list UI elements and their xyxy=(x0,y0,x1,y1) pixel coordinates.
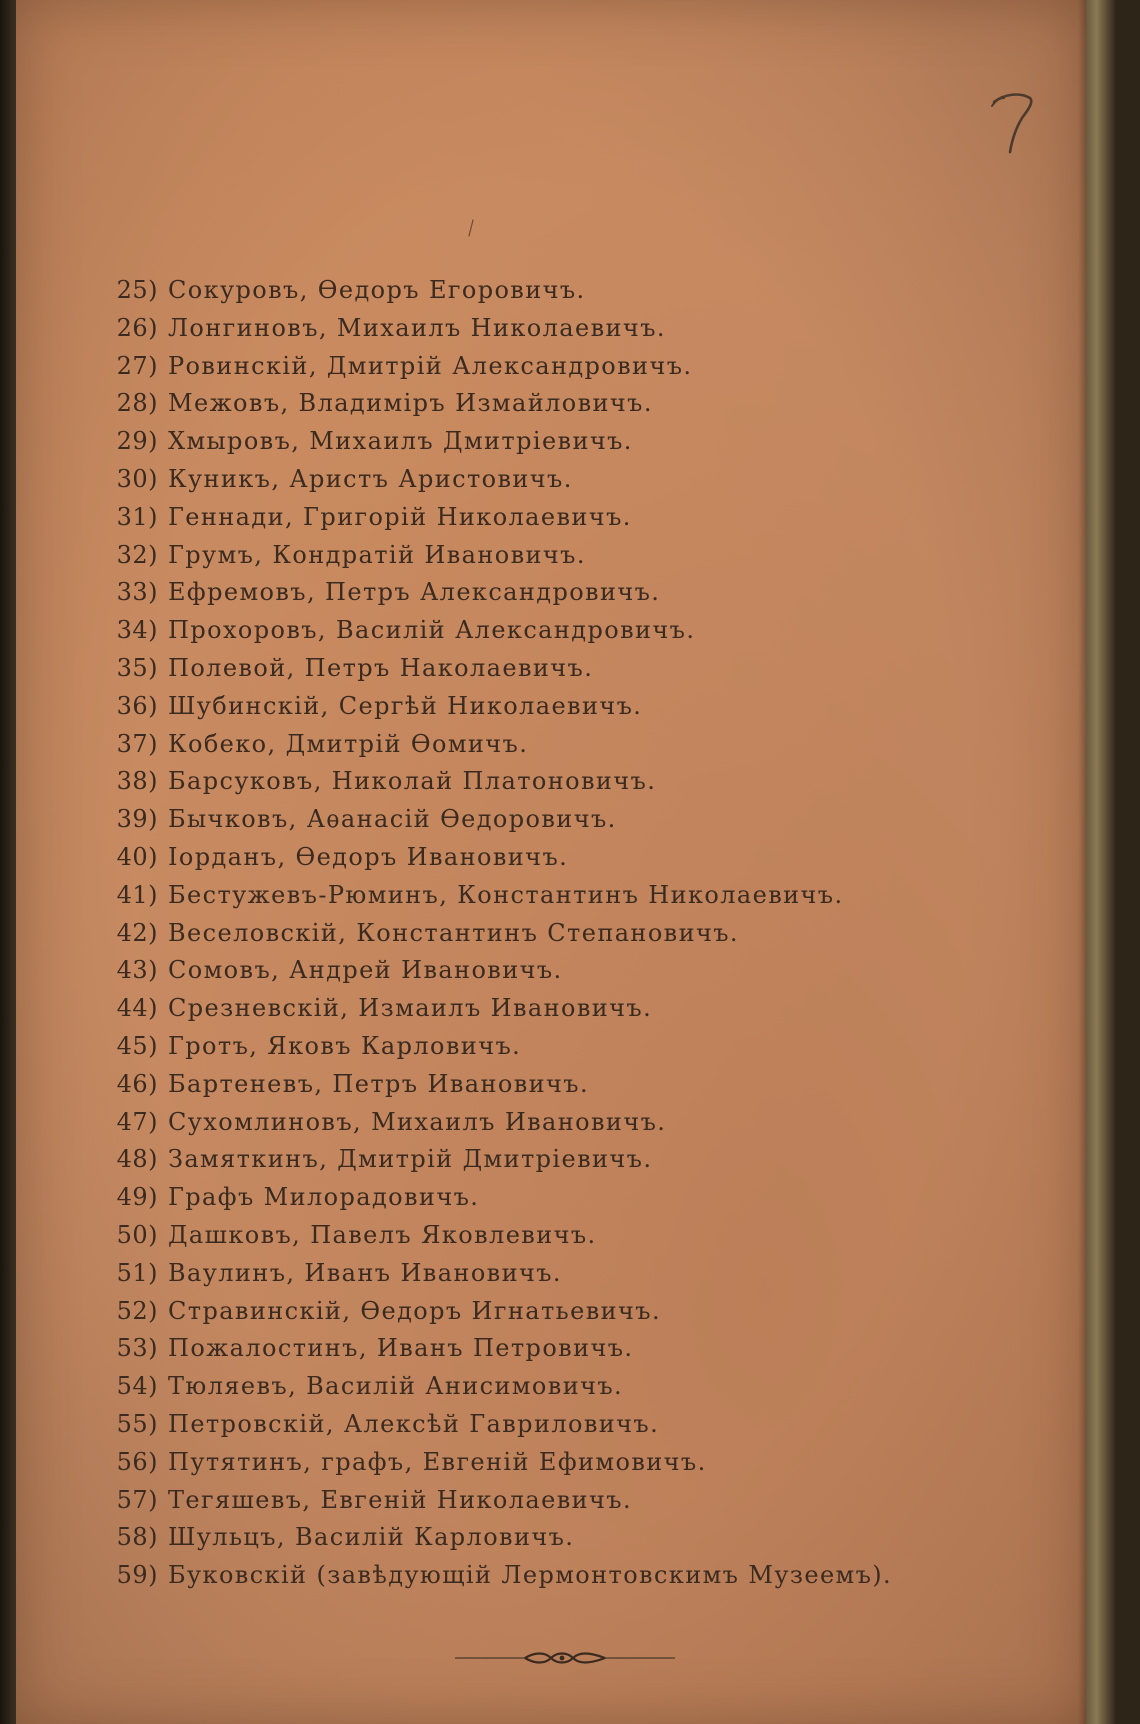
entry-name: Тегяшевъ, Евгеній Николаевичъ. xyxy=(168,1485,632,1514)
entry-number: 42) xyxy=(116,918,158,947)
list-item xyxy=(96,310,996,348)
entry-number: 35) xyxy=(116,653,158,682)
entry-name: Замяткинъ, Дмитрій Дмитріевичъ. xyxy=(168,1145,653,1174)
list-item xyxy=(96,499,996,537)
list-item xyxy=(96,650,996,688)
list-item xyxy=(96,688,996,726)
list-item xyxy=(96,1028,996,1066)
entry-name: Дашковъ, Павелъ Яковлевичъ. xyxy=(168,1220,597,1249)
entry-name: Бартеневъ, Петръ Ивановичъ. xyxy=(168,1069,589,1098)
list-item xyxy=(96,952,996,990)
list-item xyxy=(96,1141,996,1179)
entry-name: Петровскій, Алексѣй Гавриловичъ. xyxy=(168,1409,660,1438)
entry-number: 33) xyxy=(116,578,158,607)
list-item xyxy=(96,348,996,386)
entry-number: 52) xyxy=(116,1296,158,1325)
entry-number: 29) xyxy=(116,427,158,456)
entry-name: Ефремовъ, Петръ Александровичъ. xyxy=(168,578,661,607)
list-item xyxy=(96,1482,996,1520)
entry-number: 50) xyxy=(116,1220,158,1249)
list-item xyxy=(96,1179,996,1217)
page-edge xyxy=(1086,0,1116,1724)
entry-number: 36) xyxy=(116,691,158,720)
entry-name: Тюляевъ, Василій Анисимовичъ. xyxy=(168,1372,624,1401)
list-item xyxy=(96,726,996,764)
entry-name: Прохоровъ, Василій Александровичъ. xyxy=(168,616,696,645)
entry-number: 34) xyxy=(116,616,158,645)
entry-name: Куникъ, Аристъ Аристовичъ. xyxy=(168,464,573,493)
entry-name: Веселовскій, Константинъ Степановичъ. xyxy=(168,918,739,947)
list-item xyxy=(96,763,996,801)
list-item xyxy=(96,1368,996,1406)
entry-number: 55) xyxy=(116,1409,158,1438)
list-item xyxy=(96,574,996,612)
entry-name: Пожалостинъ, Иванъ Петровичъ. xyxy=(168,1334,634,1363)
entry-number: 45) xyxy=(116,1031,158,1060)
entry-name: Графъ Милорадовичъ. xyxy=(168,1183,480,1212)
entry-name: Лонгиновъ, Михаилъ Николаевичъ. xyxy=(168,313,666,342)
list-item xyxy=(96,839,996,877)
entry-number: 27) xyxy=(116,351,158,380)
list-item xyxy=(96,1519,996,1557)
entry-number: 26) xyxy=(116,313,158,342)
entry-name: Кобеко, Дмитрій Ѳомичъ. xyxy=(168,729,529,758)
entry-number: 28) xyxy=(116,389,158,418)
entry-name: Межовъ, Владиміръ Измайловичъ. xyxy=(168,389,653,418)
entry-name: Сухомлиновъ, Михаилъ Ивановичъ. xyxy=(168,1107,667,1136)
entry-name: Геннади, Григорій Николаевичъ. xyxy=(168,502,632,531)
entry-name: Полевой, Петръ Наколаевичъ. xyxy=(168,653,594,682)
entry-name: Хмыровъ, Михаилъ Дмитріевичъ. xyxy=(168,427,633,456)
pencil-tick-mark xyxy=(466,218,476,238)
entry-number: 40) xyxy=(116,842,158,871)
entry-number: 49) xyxy=(116,1183,158,1212)
list-item xyxy=(96,537,996,575)
list-item xyxy=(96,1444,996,1482)
list-item xyxy=(96,423,996,461)
entry-name: Ровинскій, Дмитрій Александровичъ. xyxy=(168,351,693,380)
list-item xyxy=(96,990,996,1028)
list-item xyxy=(96,1104,996,1142)
entry-name: Іорданъ, Ѳедоръ Ивановичъ. xyxy=(168,842,569,871)
entry-number: 37) xyxy=(116,729,158,758)
entry-number: 58) xyxy=(116,1523,158,1552)
entry-name: Путятинъ, графъ, Евгеній Ефимовичъ. xyxy=(168,1447,707,1476)
name-list xyxy=(96,272,996,1595)
entry-number: 56) xyxy=(116,1447,158,1476)
entry-name: Сомовъ, Андрей Ивановичъ. xyxy=(168,956,563,985)
entry-number: 31) xyxy=(116,502,158,531)
entry-name: Грумъ, Кондратій Ивановичъ. xyxy=(168,540,586,569)
list-item xyxy=(96,801,996,839)
entry-name: Стравинскій, Ѳедоръ Игнатьевичъ. xyxy=(168,1296,661,1325)
entry-number: 39) xyxy=(116,805,158,834)
entry-number: 59) xyxy=(116,1561,158,1590)
entry-name: Гротъ, Яковъ Карловичъ. xyxy=(168,1031,522,1060)
entry-number: 47) xyxy=(116,1107,158,1136)
list-item xyxy=(96,1255,996,1293)
entry-name: Барсуковъ, Николай Платоновичъ. xyxy=(168,767,657,796)
entry-number: 57) xyxy=(116,1485,158,1514)
book-spine-edge xyxy=(0,0,16,1724)
entry-name: Срезневскій, Измаилъ Ивановичъ. xyxy=(168,994,653,1023)
entry-name: Буковскій (завѣдующій Лермонтовскимъ Музеемъ). xyxy=(168,1561,893,1590)
list-item xyxy=(96,272,996,310)
list-item xyxy=(96,1066,996,1104)
entry-number: 25) xyxy=(116,276,158,304)
entry-number: 48) xyxy=(116,1145,158,1174)
entry-number: 51) xyxy=(116,1258,158,1287)
list-item xyxy=(96,1557,996,1595)
entry-number: 30) xyxy=(116,464,158,493)
pencil-page-mark xyxy=(986,88,1046,158)
entry-number: 43) xyxy=(116,956,158,985)
list-item xyxy=(96,1293,996,1331)
entry-name: Шульцъ, Василій Карловичъ. xyxy=(168,1523,575,1552)
entry-number: 46) xyxy=(116,1069,158,1098)
entry-name: Бестужевъ-Рюминъ, Константинъ Николаевичъ. xyxy=(168,880,844,909)
entry-name: Ваулинъ, Иванъ Ивановичъ. xyxy=(168,1258,562,1287)
list-item xyxy=(96,1406,996,1444)
list-item xyxy=(96,385,996,423)
entry-number: 53) xyxy=(116,1334,158,1363)
list-item xyxy=(96,1217,996,1255)
entry-number: 41) xyxy=(116,880,158,909)
entry-name: Сокуровъ, Ѳедоръ Егоровичъ. xyxy=(168,276,586,304)
list-item xyxy=(96,1330,996,1368)
entry-number: 32) xyxy=(116,540,158,569)
list-item xyxy=(96,915,996,953)
entry-number: 54) xyxy=(116,1372,158,1401)
entry-number: 44) xyxy=(116,994,158,1023)
list-item xyxy=(96,877,996,915)
closing-ornament xyxy=(455,1648,675,1668)
list-item xyxy=(96,612,996,650)
entry-number: 38) xyxy=(116,767,158,796)
entry-name: Бычковъ, Аѳанасій Ѳедоровичъ. xyxy=(168,805,617,834)
entry-name: Шубинскій, Сергѣй Николаевичъ. xyxy=(168,691,643,720)
list-item xyxy=(96,461,996,499)
